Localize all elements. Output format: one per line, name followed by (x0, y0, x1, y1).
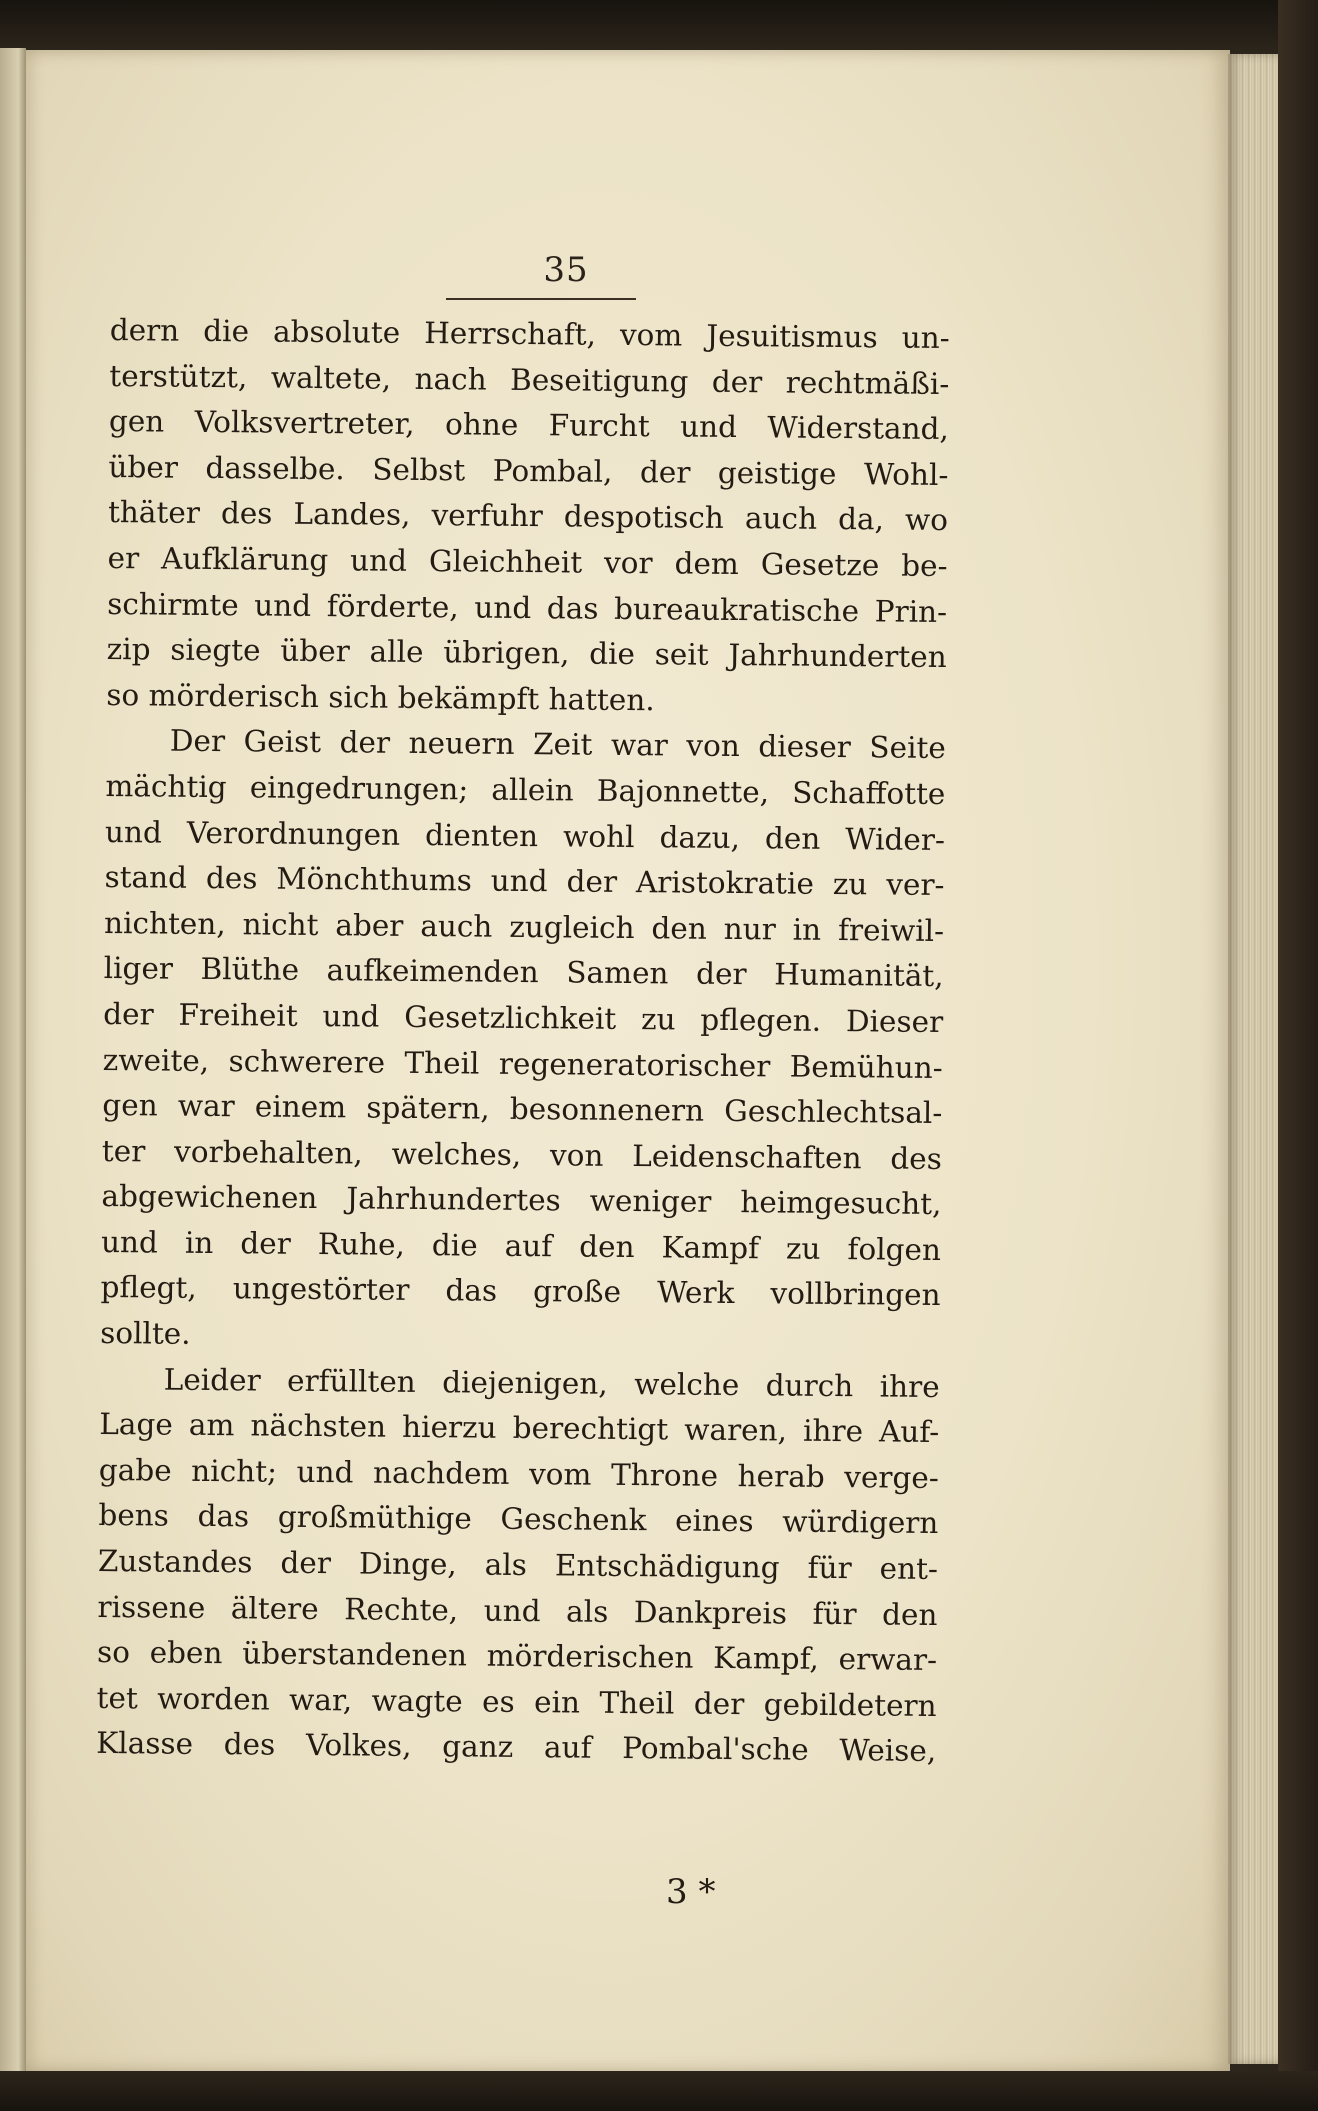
text-line: zip siegte über alle übrigen, die seit Jahrhunderten (106, 632, 947, 675)
text-line: Klasse des Volkes, ganz auf Pombal'sche Weise, (96, 1726, 937, 1769)
body-text (96, 308, 950, 1775)
text-line: ter vorbehalten, welches, von Leidenschaften des (101, 1133, 943, 1176)
paragraph-end-line: so mörderisch sich bekämpft hatten. (106, 677, 655, 717)
text-line: abgewichenen Jahrhundertes weniger heimgesucht, (101, 1179, 942, 1222)
text-line: so eben überstandenen mörderischen Kampf, erwar- (96, 1635, 938, 1678)
text-line: tet worden war, wagte es ein Theil der gebildetern (96, 1680, 937, 1723)
paragraph-end-line: sollte. (99, 1316, 191, 1351)
text-line: gen Volksvertreter, ohne Furcht und Widerstand, (108, 404, 950, 447)
text-line: mächtig eingedrungen; allein Bajonnette, Schaffotte (105, 768, 946, 811)
text-line: thäter des Landes, verfuhr despotisch auch da, wo (107, 495, 949, 538)
page-stack-edge (1228, 54, 1282, 2064)
text-line: bens das großmüthige Geschenk eines würdigern (98, 1498, 939, 1541)
text-line: gen war einem spätern, besonnenern Geschlechtsal- (102, 1088, 943, 1131)
text-line: stand des Mönchthums und der Aristokratie zu ver- (104, 860, 945, 903)
text-line: schirmte und förderte, und das bureaukratische Prin- (106, 586, 948, 629)
text-line: gabe nicht; und nachdem vom Throne herab verge- (98, 1452, 939, 1495)
book-cover-bottom-edge (0, 2071, 1318, 2111)
text-line: zweite, schwerere Theil regeneratorischer Bemühun- (102, 1042, 943, 1085)
text-line: der Freiheit und Gesetzlichkeit zu pflegen. Dieser (103, 996, 944, 1039)
text-line: terstützt, waltete, nach Beseitigung der rechtmäßi- (109, 358, 950, 401)
text-line: Zustandes der Dinge, als Entschädigung für ent- (97, 1543, 939, 1587)
text-line: über dasselbe. Selbst Pombal, der geistige Wohl- (108, 449, 949, 492)
book-page (26, 50, 1230, 2072)
text-line: rissene ältere Rechte, und als Dankpreis für den (97, 1589, 938, 1632)
text-line: pflegt, ungestörter das große Werk vollbringen (100, 1270, 941, 1313)
text-line: und Verordnungen dienten wohl dazu, den Wider- (104, 814, 946, 857)
text-line: und in der Ruhe, die auf den Kampf zu folgen (100, 1224, 942, 1267)
book-cover-right-edge (1278, 0, 1318, 2111)
text-line: er Aufklärung und Gleichheit vor dem Gesetze be- (107, 540, 948, 584)
text-line: nichten, nicht aber auch zugleich den nur in freiwil- (103, 905, 945, 948)
header-rule (446, 298, 636, 300)
paragraph-start-line: Leider erfüllten diejenigen, welche durch ihre (163, 1362, 940, 1404)
facing-page-edge (0, 48, 26, 2078)
text-line: Lage am nächsten hierzu berechtigt waren, ihre Auf- (99, 1407, 940, 1450)
text-line: liger Blüthe aufkeimenden Samen der Humanität, (103, 951, 944, 994)
paragraph-start-line: Der Geist der neuern Zeit war von dieser Seite (169, 723, 946, 766)
signature-mark: 3 * (666, 1872, 716, 1912)
page-number: 35 (543, 250, 589, 290)
text-line: dern die absolute Herrschaft, vom Jesuitismus un- (109, 312, 950, 356)
